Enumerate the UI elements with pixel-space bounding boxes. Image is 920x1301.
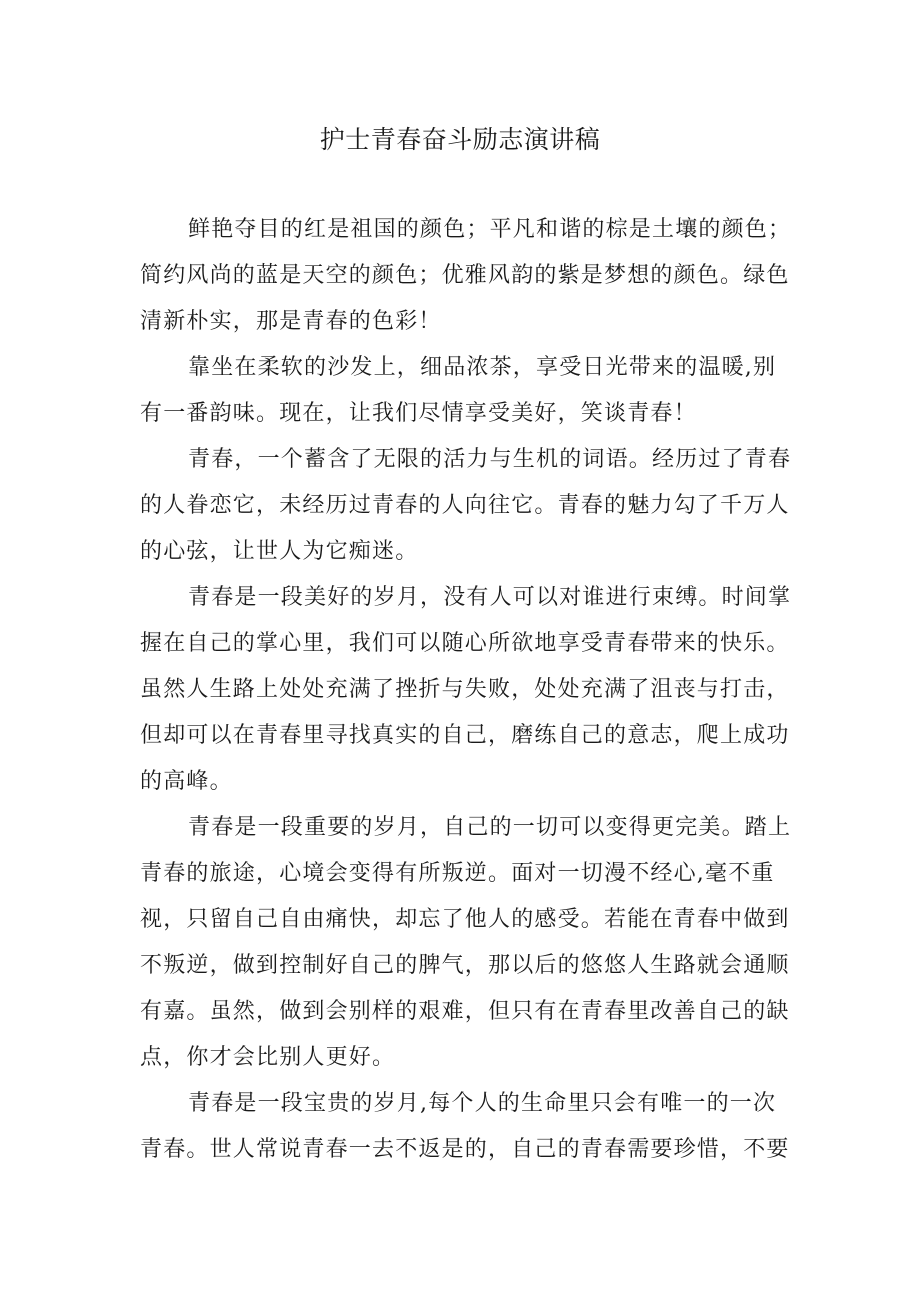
paragraph-5 bbox=[140, 805, 792, 1081]
text-line: 青春。世人常说青春一去不返是的，自己的青春需要珍惜，不要 bbox=[140, 1137, 790, 1162]
paragraph-6 bbox=[140, 1081, 790, 1173]
text-line: 青春是一段美好的岁月，没有人可以对谁进行束缚。时间掌 bbox=[188, 585, 792, 610]
document-title: 护士青春奋斗励志演讲稿 bbox=[319, 125, 601, 154]
text-line: 的高峰。 bbox=[140, 769, 233, 794]
document-body bbox=[140, 207, 792, 1173]
paragraph-4 bbox=[140, 575, 792, 805]
text-line: 青春的旅途，心境会变得有所叛逆。面对一切漫不经心,毫不重 bbox=[140, 861, 775, 886]
text-line: 握在自己的掌心里，我们可以随心所欲地享受青春带来的快乐。 bbox=[140, 631, 790, 656]
text-line: 的心弦，让世人为它痴迷。 bbox=[140, 539, 419, 564]
text-line: 点，你才会比别人更好。 bbox=[140, 1045, 396, 1070]
text-line: 视，只留自己自由痛快，却忘了他人的感受。若能在青春中做到 bbox=[140, 907, 790, 932]
paragraph-3 bbox=[140, 437, 792, 575]
text-line: 青春，一个蓄含了无限的活力与生机的词语。经历过了青春 bbox=[188, 447, 792, 472]
text-line: 有一番韵味。现在，让我们尽情享受美好，笑谈青春！ bbox=[140, 401, 697, 426]
text-line: 有嘉。虽然，做到会别样的艰难，但只有在青春里改善自己的缺 bbox=[140, 999, 790, 1024]
text-line: 虽然人生路上处处充满了挫折与失败，处处充满了沮丧与打击， bbox=[140, 677, 790, 702]
text-line: 靠坐在柔软的沙发上，细品浓茶，享受日光带来的温暖,别 bbox=[188, 355, 777, 380]
text-line: 的人眷恋它，未经历过青春的人向往它。青春的魅力勾了千万人 bbox=[140, 493, 790, 518]
text-line: 青春是一段宝贵的岁月,每个人的生命里只会有唯一的一次 bbox=[188, 1091, 777, 1116]
text-line: 简约风尚的蓝是天空的颜色；优雅风韵的紫是梦想的颜色。绿色 bbox=[140, 263, 790, 288]
paragraph-1 bbox=[140, 207, 792, 345]
text-line: 清新朴实，那是青春的色彩！ bbox=[140, 309, 442, 334]
paragraph-2 bbox=[140, 345, 785, 437]
text-line: 不叛逆，做到控制好自己的脾气，那以后的悠悠人生路就会通顺 bbox=[140, 953, 790, 978]
text-line: 青春是一段重要的岁月，自己的一切可以变得更完美。踏上 bbox=[188, 815, 792, 840]
text-line: 鲜艳夺目的红是祖国的颜色；平凡和谐的棕是土壤的颜色； bbox=[188, 217, 792, 242]
text-line: 但却可以在青春里寻找真实的自己，磨练自己的意志，爬上成功 bbox=[140, 723, 790, 748]
